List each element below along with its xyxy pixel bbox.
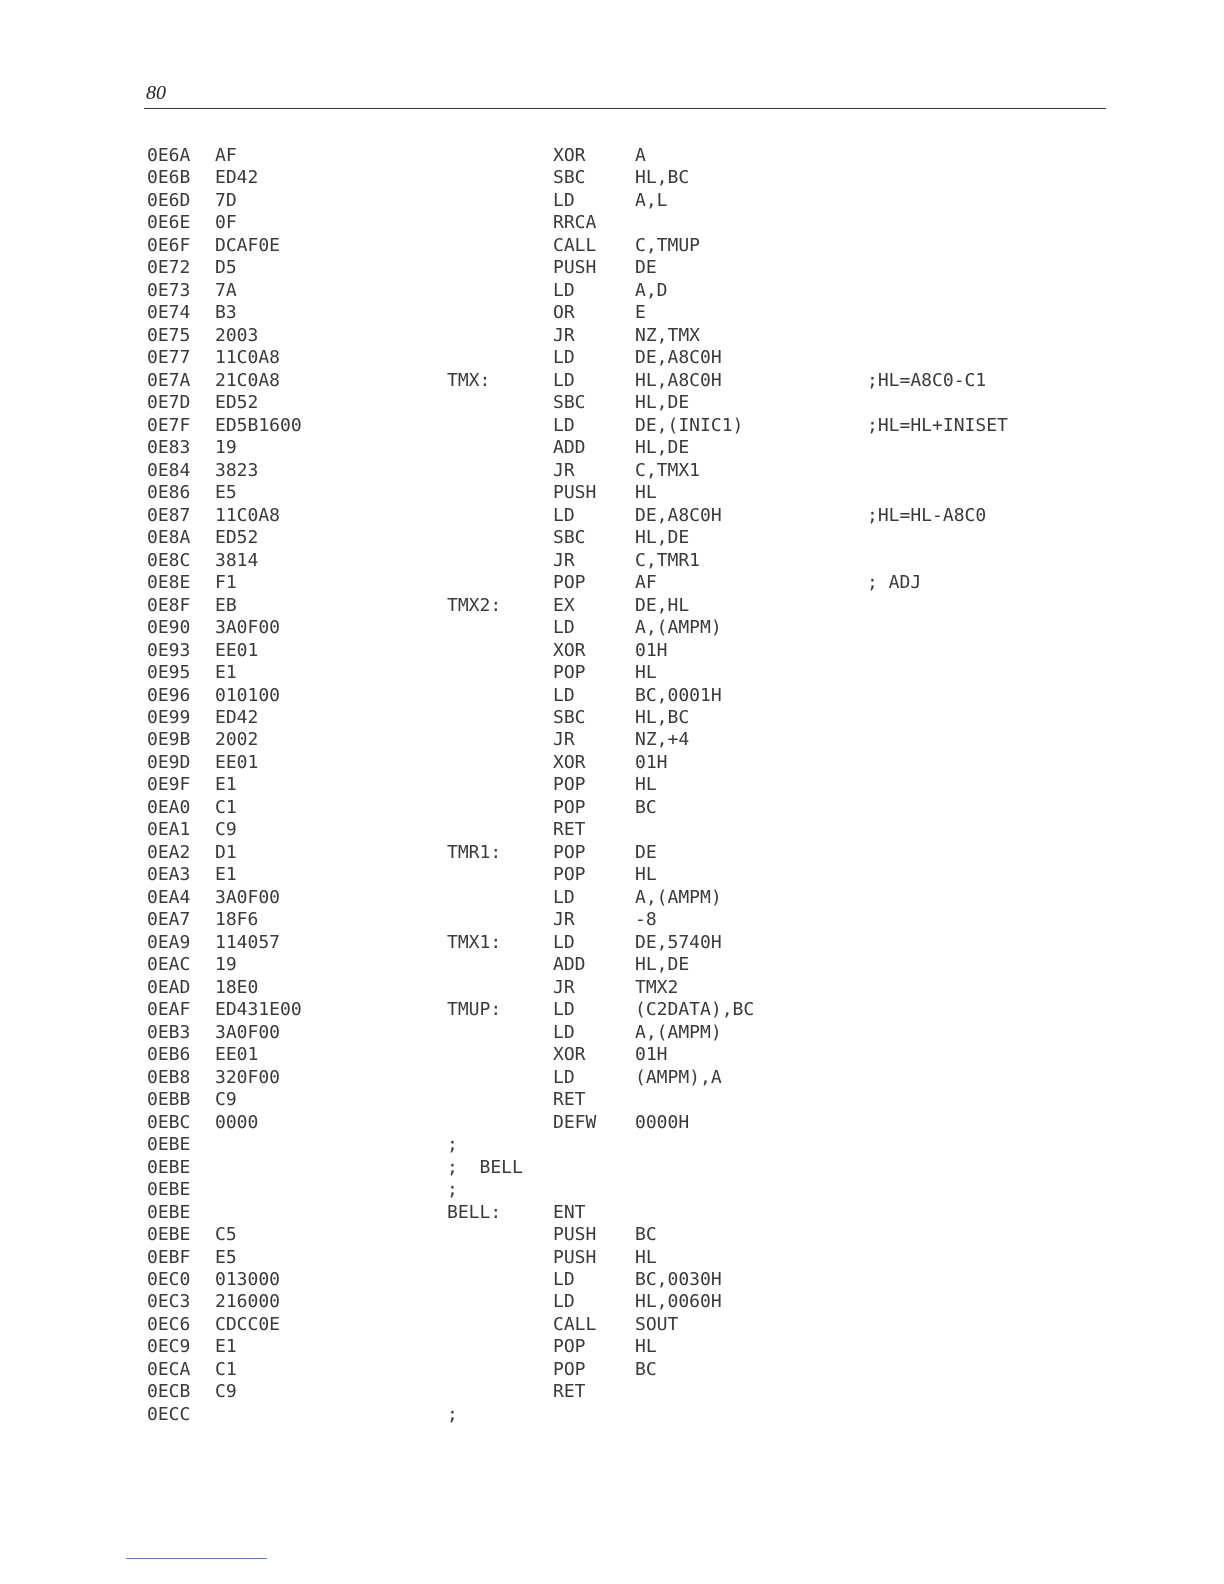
line-op: POP: [553, 864, 586, 886]
line-code: EB: [215, 594, 237, 616]
line-code: AF: [215, 145, 237, 166]
line-op: EX: [553, 594, 575, 616]
listing-line: [0, 1247, 1224, 1269]
line-arg: 01H: [635, 751, 668, 773]
line-code: E1: [215, 1336, 237, 1358]
listing-line: [0, 595, 1224, 617]
line-arg: DE: [635, 257, 657, 279]
line-op: PUSH: [553, 1224, 597, 1246]
line-addr: 0E6D: [147, 189, 191, 211]
listing-line: [0, 1269, 1224, 1291]
line-addr: 0E75: [147, 324, 191, 346]
listing-line: [0, 1134, 1224, 1156]
listing-line: [0, 685, 1224, 707]
line-arg: 01H: [635, 1044, 668, 1066]
line-addr: 0E8E: [147, 572, 191, 594]
line-code: 7D: [215, 189, 237, 211]
line-code: CDCC0E: [215, 1313, 281, 1335]
line-code: 010100: [215, 684, 281, 706]
line-addr: 0E86: [147, 482, 191, 504]
line-op: LD: [553, 414, 575, 436]
line-addr: 0E7A: [147, 369, 191, 391]
line-addr: 0E6F: [147, 234, 191, 256]
line-op: XOR: [553, 751, 586, 773]
line-op: PUSH: [553, 257, 597, 279]
line-arg: HL: [635, 482, 657, 504]
line-op: LD: [553, 347, 575, 369]
listing-line: [0, 1359, 1224, 1381]
line-addr: 0EA3: [147, 864, 191, 886]
line-arg: C,TMUP: [635, 234, 701, 256]
listing-line: [0, 302, 1224, 324]
listing-line: [0, 1336, 1224, 1358]
line-code: C1: [215, 796, 237, 818]
line-label: TMX1:: [447, 931, 502, 953]
line-op: LD: [553, 999, 575, 1021]
listing-line: [0, 1404, 1224, 1426]
line-code: 3A0F00: [215, 617, 281, 639]
line-addr: 0E93: [147, 639, 191, 661]
line-arg: HL,DE: [635, 527, 690, 549]
listing-line: [0, 1314, 1224, 1336]
line-op: POP: [553, 662, 586, 684]
listing-line: [0, 550, 1224, 572]
line-arg: HL,0060H: [635, 1291, 722, 1313]
line-arg: (AMPM),A: [635, 1066, 722, 1088]
listing-line: [0, 1022, 1224, 1044]
line-code: 21C0A8: [215, 369, 281, 391]
line-label: TMR1:: [447, 841, 502, 863]
line-code: E5: [215, 1246, 237, 1268]
line-addr: 0E83: [147, 437, 191, 459]
line-op: POP: [553, 1336, 586, 1358]
line-arg: A,(AMPM): [635, 886, 722, 908]
listing-line: [0, 1179, 1224, 1201]
line-code: 013000: [215, 1269, 281, 1290]
line-code: D1: [215, 841, 237, 863]
line-addr: 0EAF: [147, 999, 191, 1021]
line-op: POP: [553, 841, 586, 863]
line-label: ; BELL: [447, 1156, 523, 1178]
line-addr: 0EA4: [147, 886, 191, 908]
line-code: 19: [215, 954, 237, 976]
line-op: LD: [553, 617, 575, 639]
line-arg: 01H: [635, 639, 668, 661]
listing-line: [0, 325, 1224, 347]
line-op: ADD: [553, 437, 586, 459]
line-arg: HL,A8C0H: [635, 369, 722, 391]
line-op: LD: [553, 1269, 575, 1290]
line-code: EE01: [215, 1044, 259, 1066]
listing-line: [0, 460, 1224, 482]
listing-line: [0, 347, 1224, 369]
line-label: ;: [447, 1179, 458, 1201]
line-code: ED431E00: [215, 999, 302, 1021]
listing-line: [0, 212, 1224, 234]
line-code: D5: [215, 257, 237, 279]
listing-line: [0, 617, 1224, 639]
line-op: LD: [553, 886, 575, 908]
line-comment: ; ADJ: [867, 572, 922, 594]
line-comment: ;HL=HL-A8C0: [867, 504, 987, 526]
line-arg: HL: [635, 1246, 657, 1268]
line-code: ED52: [215, 527, 259, 549]
line-op: POP: [553, 572, 586, 594]
line-op: LD: [553, 1291, 575, 1313]
line-code: 216000: [215, 1291, 281, 1313]
line-addr: 0EC3: [147, 1291, 191, 1313]
listing-line: [0, 1381, 1224, 1403]
line-op: SBC: [553, 707, 586, 728]
line-addr: 0E8F: [147, 594, 191, 616]
line-arg: HL: [635, 662, 657, 684]
line-addr: 0E73: [147, 279, 191, 301]
line-addr: 0EA0: [147, 796, 191, 818]
line-addr: 0ECC: [147, 1403, 191, 1425]
line-code: E5: [215, 482, 237, 504]
line-arg: C,TMX1: [635, 459, 701, 481]
listing-line: [0, 482, 1224, 504]
line-op: LD: [553, 1066, 575, 1088]
line-arg: HL: [635, 864, 657, 886]
line-op: ADD: [553, 954, 586, 976]
line-op: JR: [553, 976, 575, 998]
line-addr: 0EAD: [147, 976, 191, 998]
line-op: PUSH: [553, 482, 597, 504]
line-arg: DE,A8C0H: [635, 504, 722, 526]
line-op: JR: [553, 324, 575, 346]
line-addr: 0E87: [147, 504, 191, 526]
line-code: C9: [215, 1381, 237, 1403]
listing-line: [0, 640, 1224, 662]
listing-line: [0, 977, 1224, 999]
line-arg: A,(AMPM): [635, 1021, 722, 1043]
line-addr: 0E6E: [147, 212, 191, 234]
line-code: 0000: [215, 1111, 259, 1133]
listing-line: [0, 257, 1224, 279]
line-op: POP: [553, 1358, 586, 1380]
line-addr: 0E90: [147, 617, 191, 639]
line-addr: 0EA7: [147, 909, 191, 931]
line-op: POP: [553, 796, 586, 818]
listing-line: [0, 1224, 1224, 1246]
listing-line: [0, 909, 1224, 931]
line-code: B3: [215, 302, 237, 324]
line-op: LD: [553, 931, 575, 953]
line-addr: 0EB8: [147, 1066, 191, 1088]
line-op: LD: [553, 279, 575, 301]
line-arg: A,(AMPM): [635, 617, 722, 639]
line-addr: 0EBC: [147, 1111, 191, 1133]
listing-line: [0, 729, 1224, 751]
line-label: ;: [447, 1134, 458, 1156]
line-addr: 0E99: [147, 707, 191, 728]
line-code: 11C0A8: [215, 504, 281, 526]
line-addr: 0EBE: [147, 1179, 191, 1201]
line-op: LD: [553, 504, 575, 526]
line-addr: 0E9F: [147, 774, 191, 796]
line-op: CALL: [553, 234, 597, 256]
footer-rule: [126, 1558, 267, 1559]
line-addr: 0E96: [147, 684, 191, 706]
listing-line: [0, 527, 1224, 549]
line-op: RET: [553, 1089, 586, 1111]
line-code: 18F6: [215, 909, 259, 931]
line-op: SBC: [553, 167, 586, 189]
line-op: SBC: [553, 527, 586, 549]
listing-line: [0, 1044, 1224, 1066]
listing-line: [0, 752, 1224, 774]
listing-line: [0, 1291, 1224, 1313]
line-arg: BC: [635, 1358, 657, 1380]
line-op: POP: [553, 774, 586, 796]
line-arg: DE,(INIC1): [635, 414, 744, 436]
line-arg: C,TMR1: [635, 549, 701, 571]
line-code: C9: [215, 819, 237, 841]
line-arg: TMX2: [635, 976, 679, 998]
listing-line: [0, 1202, 1224, 1224]
line-addr: 0EBE: [147, 1224, 191, 1246]
header-rule: [144, 108, 1106, 109]
line-arg: DE,5740H: [635, 931, 722, 953]
line-code: 19: [215, 437, 237, 459]
line-addr: 0EA9: [147, 931, 191, 953]
line-arg: NZ,+4: [635, 729, 690, 751]
line-code: ED42: [215, 707, 259, 728]
line-arg: HL,DE: [635, 392, 690, 414]
line-arg: DE,A8C0H: [635, 347, 722, 369]
line-addr: 0E7D: [147, 392, 191, 414]
line-code: E1: [215, 774, 237, 796]
line-code: EE01: [215, 751, 259, 773]
line-label: TMX:: [447, 369, 491, 391]
line-addr: 0E8C: [147, 549, 191, 571]
line-arg: DE: [635, 841, 657, 863]
line-op: JR: [553, 909, 575, 931]
listing-line: [0, 415, 1224, 437]
line-code: 3A0F00: [215, 886, 281, 908]
line-comment: ;HL=HL+INISET: [867, 414, 1008, 436]
line-op: JR: [553, 729, 575, 751]
listing-line: [0, 1157, 1224, 1179]
line-arg: HL,BC: [635, 707, 690, 728]
line-op: LD: [553, 684, 575, 706]
line-code: 2002: [215, 729, 259, 751]
line-op: DEFW: [553, 1111, 597, 1133]
line-addr: 0E6B: [147, 167, 191, 189]
line-addr: 0EBE: [147, 1156, 191, 1178]
line-code: 3A0F00: [215, 1021, 281, 1043]
line-arg: HL: [635, 1336, 657, 1358]
line-code: E1: [215, 662, 237, 684]
line-code: C5: [215, 1224, 237, 1246]
listing-line: [0, 954, 1224, 976]
line-arg: HL,DE: [635, 437, 690, 459]
line-op: JR: [553, 459, 575, 481]
line-op: LD: [553, 1021, 575, 1043]
line-addr: 0ECB: [147, 1381, 191, 1403]
line-addr: 0E8A: [147, 527, 191, 549]
line-addr: 0EA2: [147, 841, 191, 863]
line-addr: 0EB3: [147, 1021, 191, 1043]
line-addr: 0E84: [147, 459, 191, 481]
line-addr: 0EBE: [147, 1134, 191, 1156]
line-code: EE01: [215, 639, 259, 661]
line-code: ED52: [215, 392, 259, 414]
line-arg: AF: [635, 572, 657, 594]
line-op: XOR: [553, 639, 586, 661]
line-label: TMX2:: [447, 594, 502, 616]
line-arg: HL,DE: [635, 954, 690, 976]
line-op: OR: [553, 302, 575, 324]
line-arg: DE,HL: [635, 594, 690, 616]
listing-line: [0, 999, 1224, 1021]
line-op: PUSH: [553, 1246, 597, 1268]
line-arg: A,L: [635, 189, 668, 211]
line-code: 7A: [215, 279, 237, 301]
line-op: JR: [553, 549, 575, 571]
listing-line: [0, 190, 1224, 212]
line-label: ;: [447, 1403, 458, 1425]
line-addr: 0E9D: [147, 751, 191, 773]
line-code: 0F: [215, 212, 237, 234]
line-addr: 0EBE: [147, 1201, 191, 1223]
line-op: XOR: [553, 145, 586, 166]
line-code: ED5B1600: [215, 414, 302, 436]
page-number: 80: [146, 82, 166, 104]
line-addr: 0EBF: [147, 1246, 191, 1268]
line-code: E1: [215, 864, 237, 886]
line-addr: 0E7F: [147, 414, 191, 436]
listing-line: [0, 932, 1224, 954]
line-code: F1: [215, 572, 237, 594]
line-addr: 0E95: [147, 662, 191, 684]
listing-line: [0, 505, 1224, 527]
line-arg: HL: [635, 774, 657, 796]
line-arg: NZ,TMX: [635, 324, 701, 346]
line-arg: BC: [635, 1224, 657, 1246]
listing-line: [0, 864, 1224, 886]
line-addr: 0EC9: [147, 1336, 191, 1358]
line-addr: 0E6A: [147, 145, 191, 166]
line-arg: SOUT: [635, 1313, 679, 1335]
line-op: RRCA: [553, 212, 597, 234]
line-arg: BC,0001H: [635, 684, 722, 706]
line-op: CALL: [553, 1313, 597, 1335]
line-code: 18E0: [215, 976, 259, 998]
listing-line: [0, 887, 1224, 909]
line-label: TMUP:: [447, 999, 502, 1021]
line-code: DCAF0E: [215, 234, 281, 256]
listing-line: [0, 819, 1224, 841]
line-arg: A: [635, 145, 646, 166]
line-code: 2003: [215, 324, 259, 346]
line-comment: ;HL=A8C0-C1: [867, 369, 987, 391]
line-addr: 0EB6: [147, 1044, 191, 1066]
line-arg: (C2DATA),BC: [635, 999, 755, 1021]
line-arg: BC: [635, 796, 657, 818]
line-code: 320F00: [215, 1066, 281, 1088]
listing-line: [0, 167, 1224, 189]
listing-line: [0, 842, 1224, 864]
line-arg: E: [635, 302, 646, 324]
line-code: C1: [215, 1358, 237, 1380]
listing-line: [0, 572, 1224, 594]
line-addr: 0EBB: [147, 1089, 191, 1111]
line-arg: A,D: [635, 279, 668, 301]
line-addr: 0EC6: [147, 1313, 191, 1335]
listing-line: [0, 774, 1224, 796]
line-op: RET: [553, 1381, 586, 1403]
line-addr: 0E9B: [147, 729, 191, 751]
line-op: XOR: [553, 1044, 586, 1066]
line-addr: 0EA1: [147, 819, 191, 841]
line-op: ENT: [553, 1201, 586, 1223]
line-code: ED42: [215, 167, 259, 189]
line-addr: 0E74: [147, 302, 191, 324]
line-arg: -8: [635, 909, 657, 931]
line-code: 11C0A8: [215, 347, 281, 369]
line-op: SBC: [553, 392, 586, 414]
line-op: LD: [553, 189, 575, 211]
line-label: BELL:: [447, 1201, 502, 1223]
line-addr: 0EC0: [147, 1269, 191, 1290]
listing-line: [0, 662, 1224, 684]
listing-line: [0, 797, 1224, 819]
line-addr: 0ECA: [147, 1358, 191, 1380]
line-addr: 0EAC: [147, 954, 191, 976]
line-code: C9: [215, 1089, 237, 1111]
listing-line: [0, 280, 1224, 302]
listing-line: [0, 392, 1224, 414]
listing-line: [0, 370, 1224, 392]
line-op: LD: [553, 369, 575, 391]
line-arg: BC,0030H: [635, 1269, 722, 1290]
line-code: 114057: [215, 931, 281, 953]
line-arg: 0000H: [635, 1111, 690, 1133]
listing-line: [0, 145, 1224, 167]
listing-line: [0, 437, 1224, 459]
line-code: 3823: [215, 459, 259, 481]
line-addr: 0E77: [147, 347, 191, 369]
listing-line: [0, 707, 1224, 729]
listing-line: [0, 1067, 1224, 1089]
line-arg: HL,BC: [635, 167, 690, 189]
listing-line: [0, 235, 1224, 257]
listing-line: [0, 1112, 1224, 1134]
line-op: RET: [553, 819, 586, 841]
line-addr: 0E72: [147, 257, 191, 279]
listing-line: [0, 1089, 1224, 1111]
line-code: 3814: [215, 549, 259, 571]
